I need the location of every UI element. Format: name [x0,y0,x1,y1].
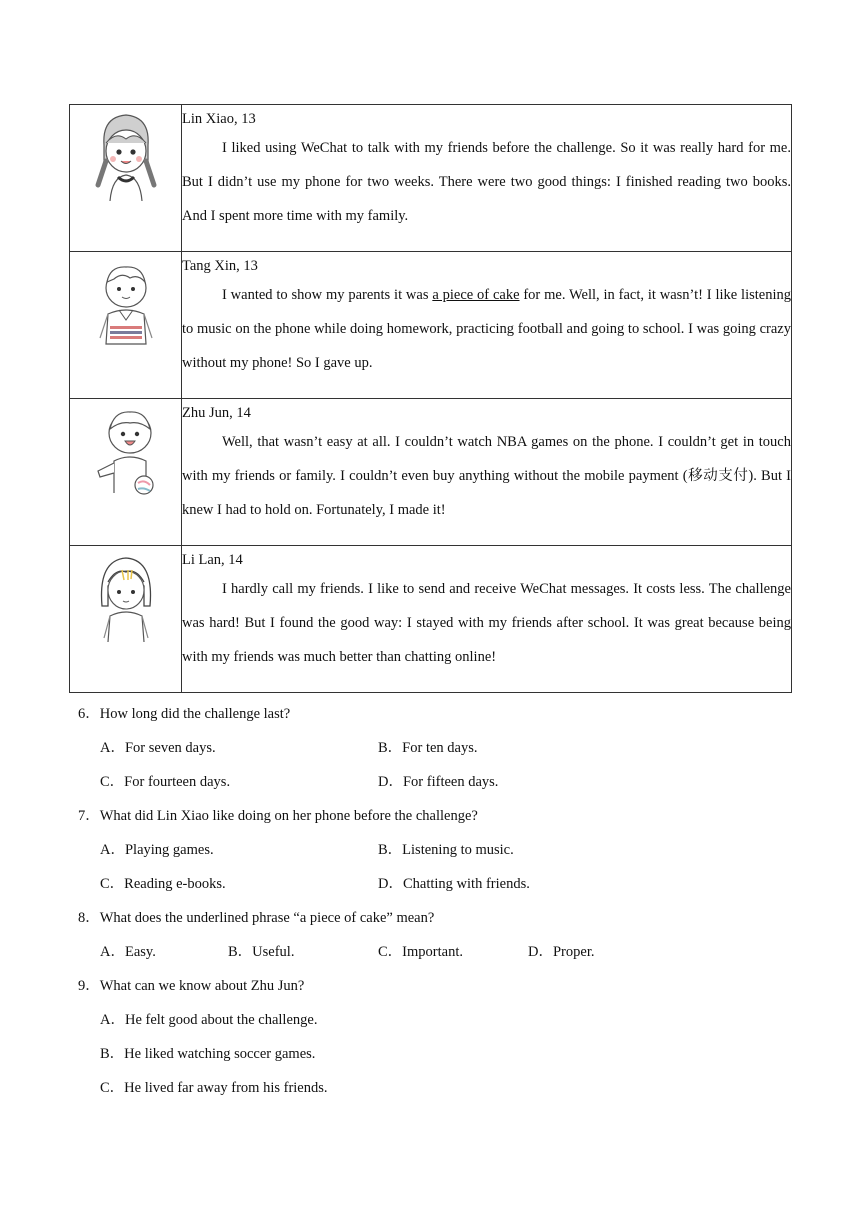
option-letter: D． [378,876,403,892]
profile-text: Well, that wasn’t easy at all. I couldn’t watch NBA games on the phone. I couldn’t get in touch with my friends or family. I couldn’t even buy anything without the mobile payment (移动支付). But I knew I had to hold on. Fortunately, I made it! [182,434,791,518]
question-text: How long did the challenge last? [99,706,291,722]
option-letter: B． [378,740,403,756]
profile-text-cell [182,105,792,252]
question-text: What does the underlined phrase “a piece of cake” mean? [99,910,435,926]
option-letter: A． [100,1012,125,1028]
option-b[interactable] [228,935,294,969]
question-number: 6． [78,706,100,722]
option-c[interactable] [100,867,226,901]
girl-with-braids-icon [86,105,166,205]
option-c[interactable] [100,1071,328,1105]
profile-name: Zhu Jun, 14 [182,405,251,421]
table-row [70,546,792,693]
option-letter: B． [228,944,253,960]
options-row [78,1071,798,1105]
option-text: He felt good about the challenge. [124,1012,318,1028]
options-row [78,935,798,969]
boy-with-sweater-icon [86,252,166,352]
option-text: Proper. [552,944,595,960]
option-text: For ten days. [402,740,478,756]
profile-name: Lin Xiao, 13 [182,111,256,127]
option-letter: C． [378,944,403,960]
profile-text: I liked using WeChat to talk with my friends before the challenge. So it was really hard for me. But I didn’t use my phone for two weeks. There were two good things: I finished reading two books. And I spent more time with my family. [182,140,791,224]
option-letter: A． [100,944,125,960]
option-text: For fifteen days. [402,774,499,790]
profile-text-cell [182,399,792,546]
option-text: Chatting with friends. [402,876,530,892]
avatar-cell [70,252,182,399]
option-c[interactable] [100,765,230,799]
table-row [70,105,792,252]
option-text: Important. [402,944,463,960]
option-text: Easy. [124,944,156,960]
option-d[interactable] [378,765,498,799]
option-a[interactable] [100,1003,317,1037]
question-stem [78,697,798,731]
option-text: Playing games. [124,842,214,858]
question-number: 8． [78,910,100,926]
question-stem [78,969,798,1003]
option-text: He lived far away from his friends. [124,1080,328,1096]
question-text: What did Lin Xiao like doing on her phone before the challenge? [99,808,478,824]
option-letter: D． [378,774,403,790]
profile-text: I hardly call my friends. I like to send and receive WeChat messages. It costs less. The challenge was hard! But I found the good way: I stayed with my friends after school. It was great because being with my friends was much better than chatting online! [182,581,791,665]
option-letter: D． [528,944,553,960]
profiles-table [69,104,792,693]
profile-name: Li Lan, 14 [182,552,243,568]
avatar-cell [70,546,182,693]
questions-section [78,697,798,1105]
option-b[interactable] [378,833,514,867]
question-text: What can we know about Zhu Jun? [99,978,305,994]
profile-name: Tang Xin, 13 [182,258,258,274]
question-number: 7． [78,808,100,824]
option-text: Reading e-books. [124,876,226,892]
question-number: 9． [78,978,100,994]
option-d[interactable] [378,867,530,901]
option-letter: B． [100,1046,125,1062]
table-row [70,252,792,399]
option-a[interactable] [100,731,216,765]
question-stem [78,901,798,935]
options-row [78,1037,798,1071]
option-letter: A． [100,842,125,858]
profile-text-cell [182,252,792,399]
table-row [70,399,792,546]
options-row [78,833,798,867]
option-letter: B． [378,842,403,858]
profile-text-cell [182,546,792,693]
option-b[interactable] [378,731,477,765]
option-text: Listening to music. [402,842,514,858]
option-d[interactable] [528,935,594,969]
options-row [78,731,798,765]
option-a[interactable] [100,833,214,867]
options-row [78,1003,798,1037]
avatar-cell [70,399,182,546]
question-stem [78,799,798,833]
option-letter: C． [100,1080,125,1096]
underlined-phrase: a piece of cake [432,287,520,303]
text-after: for me. Well, in fact, it wasn’t! I like listening to music on the phone while doing homework, practicing football and going to school. I was going crazy without my phone! So I gave up. [182,287,791,371]
option-a[interactable] [100,935,156,969]
option-letter: C． [100,876,125,892]
option-letter: A． [100,740,125,756]
option-text: Useful. [252,944,295,960]
avatar-cell [70,105,182,252]
options-row [78,867,798,901]
option-text: He liked watching soccer games. [124,1046,316,1062]
boy-with-ball-icon [86,399,166,499]
option-text: For seven days. [124,740,216,756]
girl-short-hair-icon [86,546,166,646]
text-before: I wanted to show my parents it was [222,287,433,303]
options-row [78,765,798,799]
profile-text [182,278,791,380]
option-text: For fourteen days. [124,774,231,790]
option-c[interactable] [378,935,463,969]
option-b[interactable] [100,1037,315,1071]
option-letter: C． [100,774,125,790]
